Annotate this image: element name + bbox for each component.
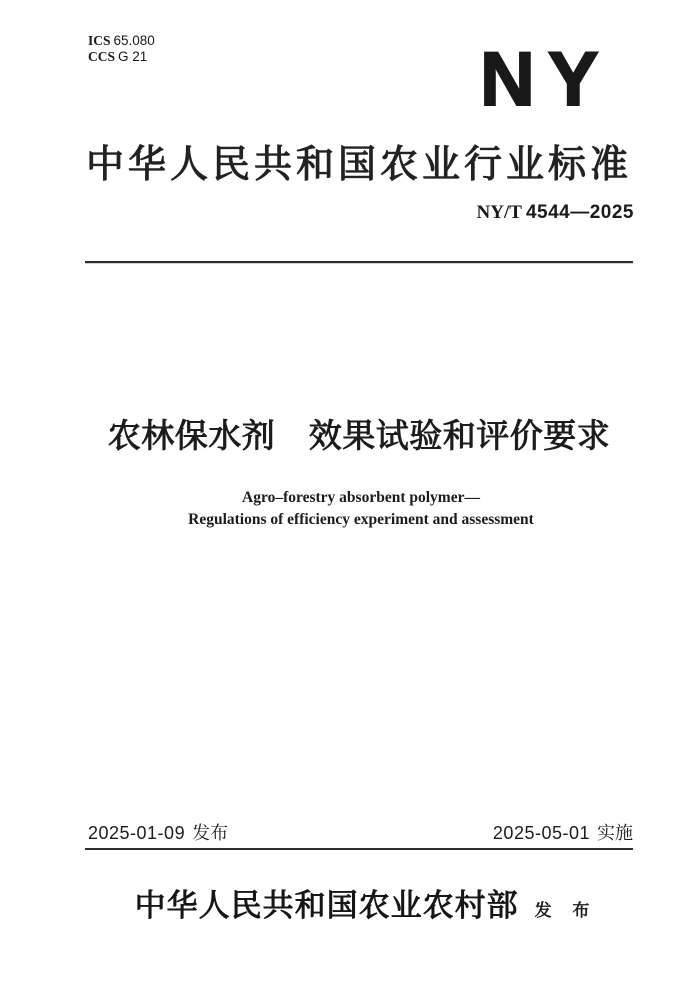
english-title — [0, 487, 700, 531]
implementation-date — [493, 822, 633, 844]
bottom-divider — [85, 848, 633, 850]
implementation-date-label: 实施 — [597, 823, 633, 843]
issue-date — [88, 822, 228, 844]
ccs-value: G 21 — [118, 49, 148, 64]
ny-logo: NY — [480, 37, 612, 122]
ics-code-line — [88, 33, 155, 49]
dates-row — [88, 822, 633, 844]
english-title-line2: Regulations of efficiency experiment and assessment — [188, 511, 534, 528]
standard-category-title: 中华人民共和国农业行业标准 — [85, 144, 632, 186]
publisher-issue-label: 发 布 — [534, 901, 598, 920]
standard-number-prefix: NY/T — [476, 202, 522, 223]
ics-value: 65.080 — [113, 33, 155, 48]
ics-label: ICS — [88, 33, 111, 48]
document-title: 农林保水剂 效果试验和评价要求 — [107, 417, 611, 454]
standard-number — [477, 201, 634, 225]
classification-codes — [88, 33, 155, 65]
implementation-date-value: 2025-05-01 — [492, 823, 590, 843]
issue-date-value: 2025-01-09 — [88, 823, 186, 843]
ccs-label: CCS — [88, 49, 116, 64]
english-title-line1: Agro–forestry absorbent polymer— — [242, 489, 480, 506]
publisher-name: 中华人民共和国农业农村部 — [134, 888, 519, 923]
standard-number-value: 4544—2025 — [525, 202, 634, 223]
issue-date-label: 发布 — [192, 823, 229, 843]
top-divider — [85, 261, 633, 263]
ccs-code-line — [88, 49, 155, 65]
publisher-row — [0, 880, 700, 925]
